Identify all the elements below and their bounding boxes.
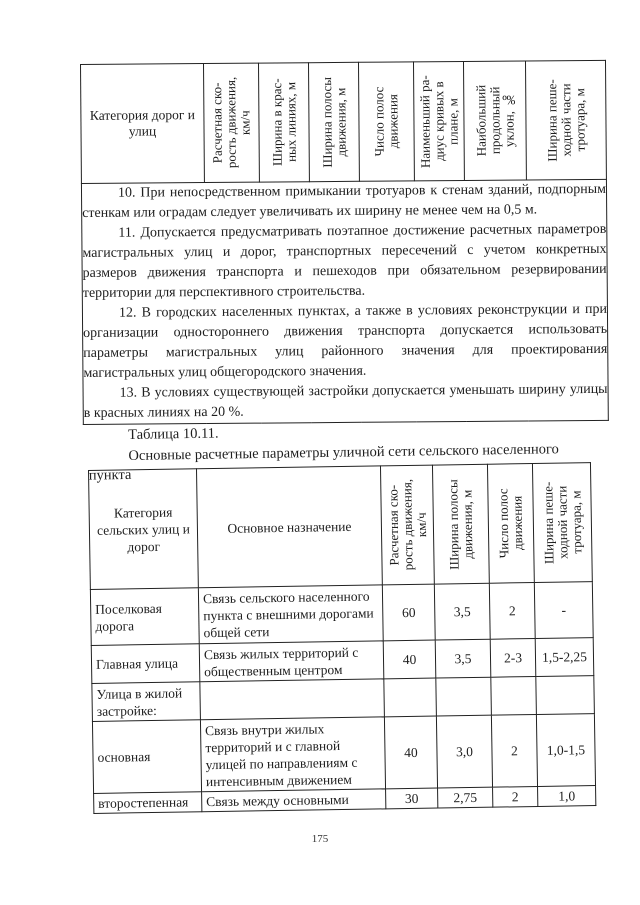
row-lane-width (436, 677, 492, 716)
table-number: Таблица 10.11. (128, 425, 219, 443)
note-10: 10. При непосредственном примыкании тротуаров к стенам зданий, подпорным стенкам или оградам следует увеличивать их ширину не менее чем на 0,5 м. (82, 181, 607, 221)
road-parameters-table-continuation (80, 60, 608, 425)
page-number: 175 (311, 833, 329, 845)
header-lane-width: Ширина полосы движения, м (308, 62, 359, 181)
row-lanes: 2-3 (490, 638, 536, 677)
row-lane-width: 3,5 (434, 583, 490, 640)
header-min-curve-radius: Наименьший ра- диус кривых в плане, м (413, 61, 464, 180)
row-speed: 60 (382, 584, 435, 641)
header-red-lines-width: Ширина в крас- ных линиях, м (258, 63, 309, 182)
row-sidewalk: 1,0-1,5 (536, 714, 595, 787)
row-lane-width: 3,5 (435, 639, 491, 678)
table-notes-row (81, 179, 608, 424)
row-purpose: Связь жилых территорий с общественным центром (199, 641, 384, 682)
table-header-row (89, 463, 593, 590)
note-12: 12. В городских населенных пунктах, а также в условиях реконструкции и при организации одностороннего движения транспорта допускается использовать параметры магистральных улиц районного значения для проектирования магистральных улиц общегородского значения. (83, 301, 608, 381)
row-category: Главная улица (91, 644, 200, 684)
row-category: второстепенная (94, 792, 202, 814)
row-sidewalk: 1,5-2,25 (535, 638, 594, 677)
row-category: Поселковая дорога (90, 588, 199, 646)
row-speed (384, 678, 437, 717)
row-lane-width: 2,75 (438, 787, 493, 808)
header-sidewalk-width: Ширина пеше- ходной части тротуара, м (525, 60, 606, 180)
table-title-line1: Основные расчетные параметры уличной сети сельского населенного (128, 441, 559, 464)
row-purpose: Связь внутри жилых территорий и с главной улицей по направлениям с интенсивным движением (200, 717, 385, 792)
row-sidewalk: - (534, 582, 593, 639)
row-lanes (491, 676, 537, 715)
header-road-category: Категория дорог и улиц (81, 64, 205, 184)
row-purpose (200, 679, 385, 720)
row-category: основная (92, 720, 201, 794)
header-speed: Расчетная ско- рость движения, км/ч (380, 465, 434, 585)
header-lanes: Число полос движения (487, 464, 534, 584)
table-title-line2: пункта (88, 466, 132, 484)
header-lane-width: Ширина полосы движения, м (432, 464, 489, 584)
row-category: Улица в жилой застройке: (92, 682, 201, 722)
header-max-gradient: Наибольший продольный уклон, ‰ (463, 61, 526, 180)
row-lanes: 2 (493, 786, 538, 807)
row-speed: 40 (383, 640, 436, 679)
row-speed: 30 (386, 788, 438, 809)
row-sidewalk: 1,0 (538, 786, 596, 807)
header-purpose: Основное назначение (196, 466, 382, 588)
table-row (90, 582, 593, 646)
table-notes (81, 179, 608, 424)
header-sidewalk: Ширина пеше- ходной части тротуара, м (532, 463, 592, 583)
header-category: Категория сельских улиц и дорог (89, 469, 199, 590)
table-header-row (81, 60, 607, 183)
road-parameters-table (80, 60, 609, 425)
row-speed: 40 (384, 716, 437, 789)
row-lane-width: 3,0 (436, 715, 492, 788)
rural-street-parameters-table (88, 462, 596, 814)
row-purpose: Связь сельского населенного пункта с внешними дорогами общей сети (198, 585, 383, 644)
note-13: 13. В условиях существующей застройки допускается уменьшать ширину улицы в красных линиях на 20 %. (83, 381, 608, 421)
rural-street-table-wrapper (88, 462, 595, 814)
row-lanes: 2 (489, 583, 535, 640)
row-purpose: Связь между основными (202, 789, 386, 812)
row-lanes: 2 (491, 714, 537, 787)
table-row (92, 714, 595, 794)
header-design-speed: Расчетная ско- рость движения, км/ч (204, 63, 260, 182)
row-sidewalk (536, 676, 595, 715)
note-11: 11. Допускается предусматривать поэтапное достижение расчетных параметров магистральных улиц и дорог, транспортных пересечений с учетом конкретных размеров движения транспорта и пешеходов при обязательном резервировании территории для перспективного строительства. (82, 221, 607, 301)
header-lane-count: Число полос движения (358, 62, 414, 181)
